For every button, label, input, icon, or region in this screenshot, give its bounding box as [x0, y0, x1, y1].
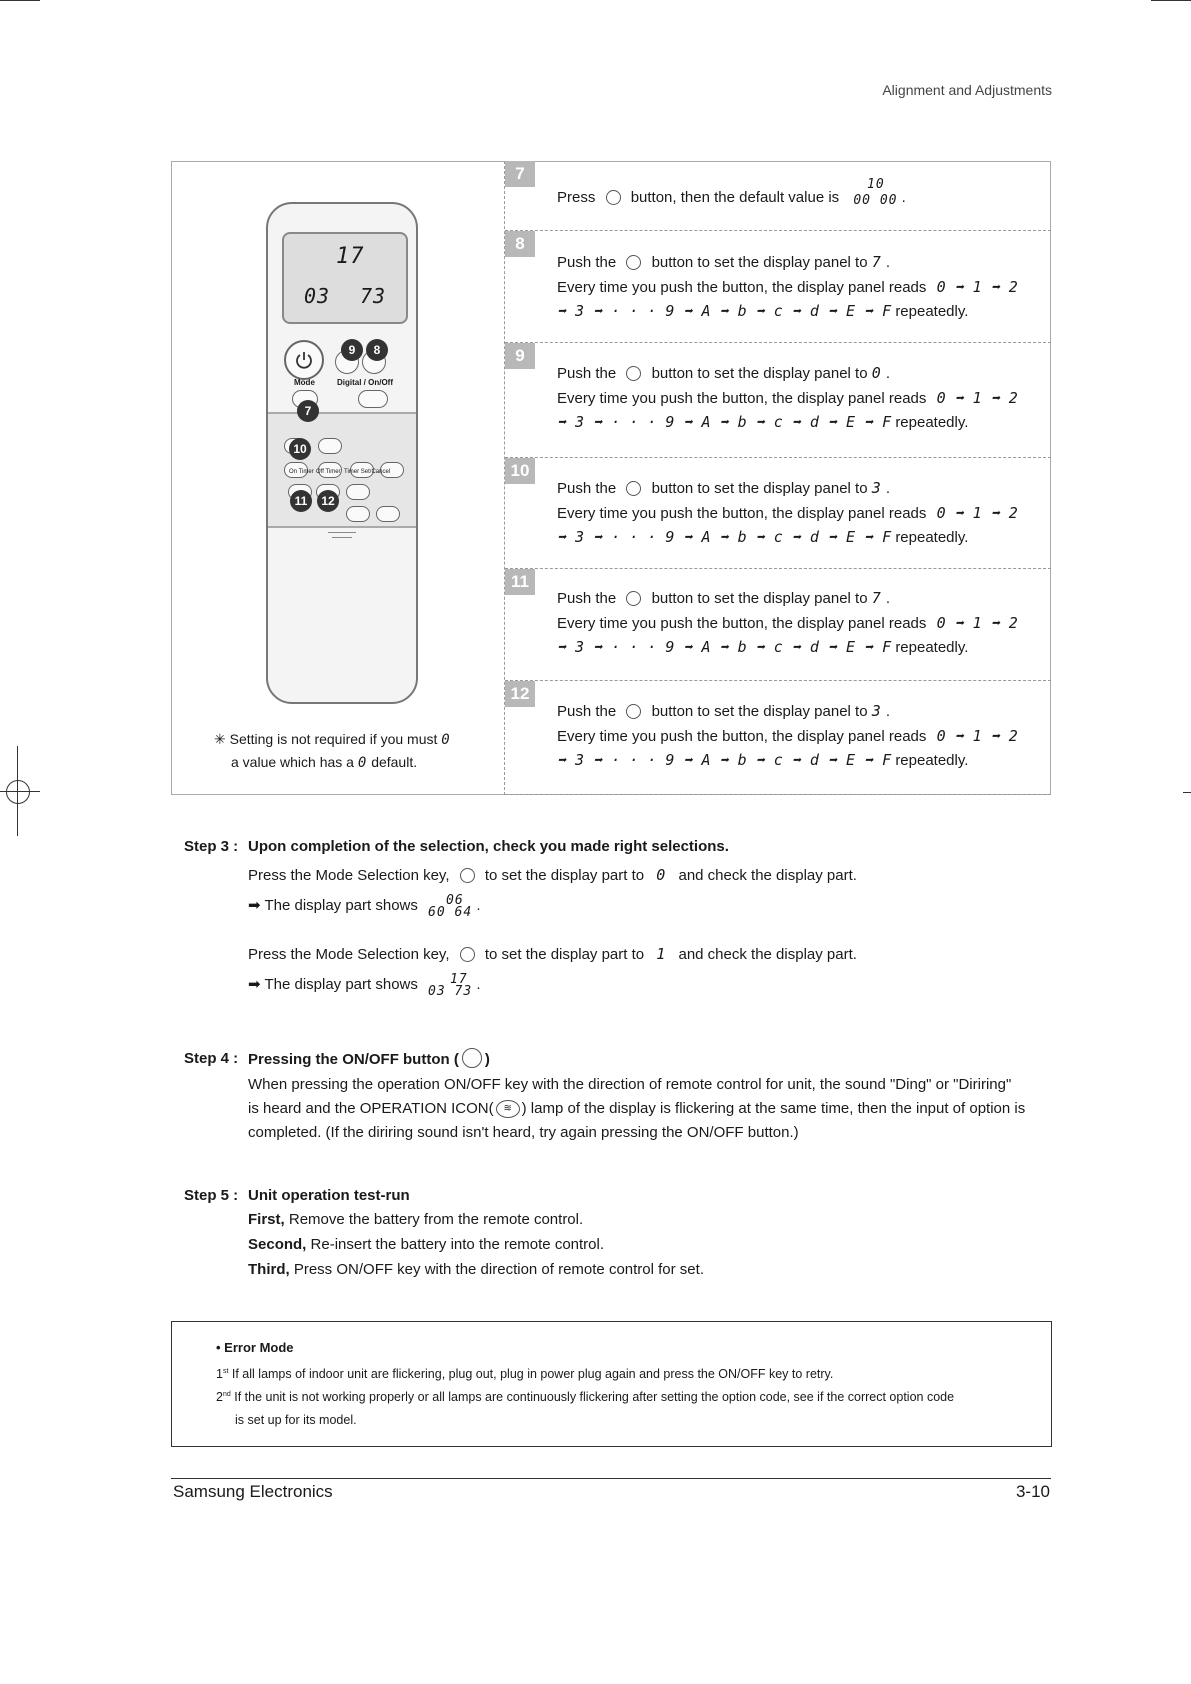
default-value-top: 10: [867, 177, 885, 192]
step-title: Upon completion of the selection, check you made right selections.: [248, 838, 729, 855]
timer-set-label: Timer Set/Cancel: [344, 469, 391, 475]
note-text: a value which has a: [231, 754, 354, 770]
instruction-row-11: [505, 569, 1051, 681]
step-text-part: to set the display part to: [484, 867, 645, 884]
timer-set-button[interactable]: [346, 484, 370, 500]
item-suffix: st: [222, 1367, 229, 1375]
instruction-text: repeatedly.: [895, 752, 969, 769]
step-emphasis: Third,: [248, 1261, 290, 1278]
step-text-part: and check the display part.: [678, 867, 857, 884]
instruction-text: Push the: [557, 365, 617, 382]
digital-onoff-label: Digital / On/Off: [337, 378, 393, 387]
on-timer-button-icon: [626, 591, 641, 606]
mode-button-icon: [460, 868, 475, 883]
temp-up-button-icon: [626, 366, 641, 381]
target-seg-value: 3: [871, 479, 882, 497]
instruction-text: Press: [557, 189, 596, 206]
instruction-text: button to set the display panel to: [651, 480, 868, 497]
callout-badge-12: 12: [317, 490, 339, 512]
step-text-part: to set the display part to: [484, 946, 645, 963]
instruction-row-10: [505, 458, 1051, 569]
battery-cover-line: [332, 537, 352, 538]
target-seg-value: 0: [871, 364, 882, 382]
step-text-part: ➡ The display part shows: [248, 897, 418, 914]
clean-button[interactable]: [376, 506, 400, 522]
instruction-row-9: [505, 343, 1051, 458]
instruction-text: repeatedly.: [895, 639, 969, 656]
callout-badge-11: 11: [290, 490, 312, 512]
error-mode-box: [171, 1321, 1052, 1447]
instruction-text: Every time you push the button, the display panel reads: [557, 279, 927, 296]
instruction-line: Push the button to set the display panel to 3 .: [557, 479, 891, 497]
crop-mark: [1151, 0, 1191, 1]
step-text: [248, 945, 857, 963]
step-title: [248, 1050, 490, 1070]
instruction-line: Push the button to set the display panel to 0 .: [557, 364, 891, 382]
callout-badge-10: 10: [289, 438, 311, 460]
step-label: Step 5 :: [184, 1187, 239, 1204]
step-number: 10: [505, 458, 535, 484]
display-bottom-value: 60 64: [428, 905, 473, 920]
lcd-left-value: 03: [304, 284, 331, 308]
step-5: [184, 1187, 1064, 1277]
note-text: Setting is not required if you must: [229, 731, 438, 747]
sequence-rest: ➡ 3 ➡ · · · 9 ➡ A ➡ b ➡ c ➡ d ➡ E ➡ F: [557, 751, 892, 769]
error-text: If all lamps of indoor unit are flickering, plug out, plug in power plug again and press the ON/OFF key to retry.: [231, 1367, 834, 1381]
default-value-bottom: 00 00: [853, 193, 898, 208]
callout-badge-8: 8: [366, 339, 388, 361]
callout-badge-9: 9: [341, 339, 363, 361]
sequence-rest: ➡ 3 ➡ · · · 9 ➡ A ➡ b ➡ c ➡ d ➡ E ➡ F: [557, 302, 892, 320]
step-title: Unit operation test-run: [248, 1187, 410, 1204]
step-text-part: is heard and the OPERATION ICON(: [248, 1100, 494, 1117]
callout-badge-7: 7: [297, 400, 319, 422]
step-3: [184, 838, 1064, 1013]
sequence-rest: ➡ 3 ➡ · · · 9 ➡ A ➡ b ➡ c ➡ d ➡ E ➡ F: [557, 413, 892, 431]
fan-button-icon: [626, 481, 641, 496]
sequence-start: 0 ➡ 1 ➡ 2: [936, 389, 1018, 407]
page-number: 3-10: [1015, 1482, 1050, 1501]
item-number: 2: [216, 1390, 223, 1404]
step-text-part: .: [476, 897, 481, 914]
step-label: Step 4 :: [184, 1050, 239, 1067]
instruction-text: Every time you push the button, the display panel reads: [557, 615, 927, 632]
remote-lcd: [282, 232, 408, 324]
footer-rule: [171, 1478, 1051, 1479]
instruction-text: button to set the display panel to: [651, 365, 868, 382]
step-number: 12: [505, 681, 535, 707]
step-text-part: Press the Mode Selection key,: [248, 946, 450, 963]
step-text-part: and check the display part.: [678, 946, 857, 963]
note-symbol: ✳: [214, 731, 226, 747]
step-text: [248, 1236, 604, 1253]
step-title-part: ): [484, 1050, 490, 1068]
step-text: [248, 1100, 1025, 1118]
item-number: 1: [216, 1367, 223, 1381]
target-seg-value: 7: [871, 253, 882, 271]
display-top-value: 06: [446, 893, 464, 908]
instruction-text: repeatedly.: [895, 529, 969, 546]
power-icon: [462, 1048, 482, 1068]
lcd-right-value: 73: [360, 284, 387, 308]
step-text-part: Remove the battery from the remote control.: [288, 1211, 584, 1228]
step-emphasis: Second,: [248, 1236, 307, 1253]
instruction-text: button to set the display panel to: [651, 703, 868, 720]
note-text: default.: [371, 754, 418, 770]
step-emphasis: First,: [248, 1211, 285, 1228]
step-text-part: Press ON/OFF key with the direction of remote control for set.: [293, 1261, 704, 1278]
instruction-text: Every time you push the button, the display panel reads: [557, 390, 927, 407]
instruction-text: Every time you push the button, the display panel reads: [557, 505, 927, 522]
instruction-row-8: [505, 231, 1051, 343]
instruction-row-7: [505, 161, 1051, 231]
crop-mark: [1183, 792, 1191, 793]
step-text: [248, 866, 857, 884]
sequence-rest: ➡ 3 ➡ · · · 9 ➡ A ➡ b ➡ c ➡ d ➡ E ➡ F: [557, 528, 892, 546]
target-seg-value: 1: [656, 945, 667, 963]
instruction-text: button, then the default value is: [630, 189, 840, 206]
step-4: [184, 1050, 1064, 1145]
instruction-line: [557, 504, 1018, 522]
off-timer-button-icon: [626, 704, 641, 719]
instruction-line: Push the button to set the display panel to 7 .: [557, 589, 891, 607]
footer-company: Samsung Electronics: [173, 1482, 333, 1501]
off-timer-label: Off Timer: [316, 469, 341, 475]
step-number: 9: [505, 343, 535, 369]
step-text: When pressing the operation ON/OFF key with the direction of remote control for unit, the sound "Ding" or "Diriring": [248, 1076, 1012, 1093]
digital-onoff-button[interactable]: [358, 390, 388, 408]
instruction-line: [557, 389, 1018, 407]
setting-note-line2: [231, 754, 417, 771]
crop-mark: [0, 0, 40, 1]
step-text-part: Press the Mode Selection key,: [248, 867, 450, 884]
instruction-line: [557, 278, 1018, 296]
operation-icon: ≋: [496, 1100, 520, 1118]
error-mode-title: • Error Mode: [216, 1340, 294, 1355]
instruction-line: Push the button to set the display panel to 7 .: [557, 253, 891, 271]
instruction-line: [557, 638, 968, 656]
swing-button[interactable]: [318, 438, 342, 454]
display-bottom-value: 03 73: [428, 984, 473, 999]
mode-button-icon: [460, 947, 475, 962]
step-text: completed. (If the diriring sound isn't heard, try again pressing the ON/OFF button.): [248, 1124, 799, 1141]
instruction-line: [557, 302, 968, 320]
instruction-line: [557, 751, 968, 769]
instruction-text: .: [901, 189, 906, 206]
instruction-row-12: [505, 681, 1051, 795]
sequence-rest: ➡ 3 ➡ · · · 9 ➡ A ➡ b ➡ c ➡ d ➡ E ➡ F: [557, 638, 892, 656]
section-header: Alignment and Adjustments: [882, 82, 1052, 98]
sequence-start: 0 ➡ 1 ➡ 2: [936, 504, 1018, 522]
registration-circle: [6, 780, 30, 804]
instruction-line: [557, 413, 968, 431]
step-text-part: ) lamp of the display is flickering at the same time, then the input of option is: [521, 1100, 1026, 1117]
power-icon: [294, 350, 314, 370]
instruction-line: [557, 727, 1018, 745]
step-text: [248, 1211, 583, 1228]
step-text-part: Re-insert the battery into the remote control.: [310, 1236, 605, 1253]
instruction-line: [557, 528, 968, 546]
step-title-part: Pressing the ON/OFF button (: [248, 1050, 459, 1068]
display-result: [248, 975, 481, 999]
instruction-text: button to set the display panel to: [651, 590, 868, 607]
instruction-line: [557, 189, 906, 206]
note-seg-value: 0: [441, 732, 451, 748]
step-number: 7: [505, 161, 535, 187]
battery-cover-line: [328, 532, 356, 533]
sequence-start: 0 ➡ 1 ➡ 2: [936, 727, 1018, 745]
power-button[interactable]: [284, 340, 324, 380]
step-number: 11: [505, 569, 535, 595]
step-label: Step 3 :: [184, 838, 239, 855]
instruction-line: [557, 614, 1018, 632]
error-item-1: [216, 1367, 833, 1381]
step-text-part: .: [476, 976, 481, 993]
error-item-2-cont: is set up for its model.: [235, 1413, 357, 1427]
instruction-line: Push the button to set the display panel to 3 .: [557, 702, 891, 720]
instruction-text: Push the: [557, 590, 617, 607]
instruction-text: Push the: [557, 254, 617, 271]
instruction-text: button to set the display panel to: [651, 254, 868, 271]
lcd-top-value: 17: [336, 244, 365, 269]
instruction-text: repeatedly.: [895, 414, 969, 431]
on-timer-label: On Timer: [289, 469, 314, 475]
instruction-text: repeatedly.: [895, 303, 969, 320]
note-seg-value: 0: [357, 755, 368, 771]
mode-button-icon: [606, 190, 621, 205]
error-item-2: [216, 1390, 954, 1404]
display-top-value: 17: [450, 972, 468, 987]
target-seg-value: 3: [871, 702, 882, 720]
error-text: If the unit is not working properly or all lamps are continuously flickering after setting the option code, see if the correct option code: [234, 1390, 955, 1404]
target-seg-value: 0: [656, 866, 667, 884]
setting-note-line1: [214, 731, 451, 748]
instruction-text: Push the: [557, 480, 617, 497]
step-number: 8: [505, 231, 535, 257]
sequence-start: 0 ➡ 1 ➡ 2: [936, 278, 1018, 296]
temp-down-button-icon: [626, 255, 641, 270]
step-text-part: ➡ The display part shows: [248, 976, 418, 993]
mode-label: Mode: [294, 378, 315, 387]
target-seg-value: 7: [871, 589, 882, 607]
sequence-start: 0 ➡ 1 ➡ 2: [936, 614, 1018, 632]
instruction-text: Every time you push the button, the display panel reads: [557, 728, 927, 745]
step-text: [248, 1261, 704, 1278]
filter-button[interactable]: [346, 506, 370, 522]
instruction-text: Push the: [557, 703, 617, 720]
item-suffix: nd: [222, 1390, 231, 1398]
